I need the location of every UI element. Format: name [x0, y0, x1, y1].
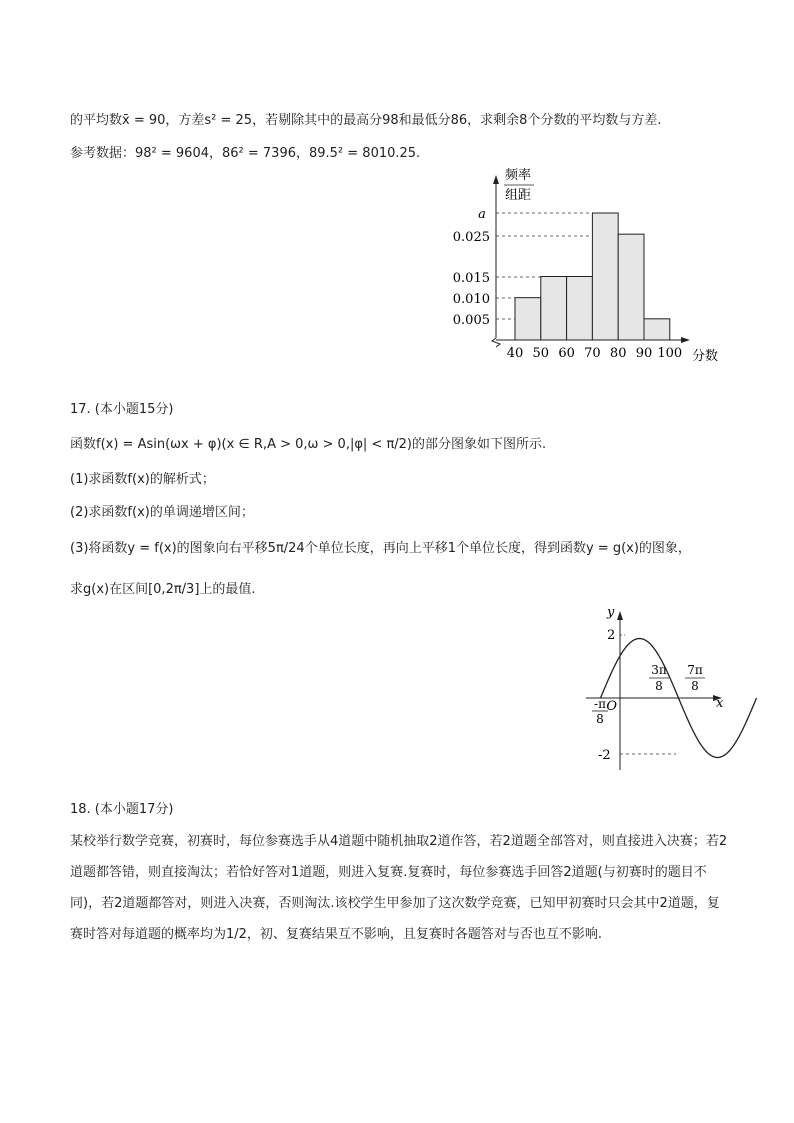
hist-xtick-60: 60 — [558, 346, 575, 361]
q16-line1: 的平均数x̄ = 90，方差s² = 25，若剔除其中的最高分98和最低分86，求剩余8个分数的平均数与方差. — [70, 113, 662, 128]
hist-xtick-80: 80 — [609, 346, 627, 361]
sine-axis-y-label: y — [607, 605, 615, 620]
hist-xtick-90: 90 — [635, 346, 653, 361]
hist-bar-50-60 — [541, 277, 567, 341]
q17-part3b: 求g(x)在区间[0,2π/3]上的最值. — [70, 582, 256, 597]
q17-part2: (2)求函数f(x)的单调递增区间； — [70, 505, 254, 520]
hist-ytick-0005: 0.005 — [452, 313, 490, 328]
q17-part1: (1)求函数f(x)的解析式； — [70, 472, 215, 487]
q17-stem: 函数f(x) = Asin(ωx + φ)(x ∈ R,A > 0,ω > 0,|φ| < π/2)的部分图象如下图所示. — [70, 437, 547, 452]
sine-min-label: -2 — [598, 748, 611, 763]
svg-text:8: 8 — [655, 679, 663, 693]
q17-heading: 17. (本小题15分) — [70, 402, 174, 417]
hist-ytick-0010: 0.010 — [452, 292, 490, 307]
q16-reference-data: 参考数据：98² = 9604，86² = 7396，89.5² = 8010.25. — [70, 146, 421, 161]
sine-tick-mid: 3π — [651, 663, 667, 677]
sine-tick-neg: -π — [594, 697, 606, 711]
sine-tick-right: 7π — [687, 663, 703, 677]
frequency-histogram — [452, 163, 730, 368]
hist-ytick-0015: 0.015 — [452, 271, 490, 286]
hist-ylabel-top: 频率 — [505, 168, 532, 183]
q18-heading: 18. (本小题17分) — [70, 802, 174, 817]
q18-body: 某校举行数学竞赛，初赛时，每位参赛选手从4道题中随机抽取2道作答，若2道题全部答对，则直接进入决赛；若2道题都答错，则直接淘汰；若恰好答对1道题，则进入复赛.复赛时，每位参赛选手回答2道题(与初赛时的题目不同)，若2道题都答对，则进入决赛，否则淘汰.该校学生甲参加了这次数学竞赛，已知甲初赛时只会其中2道题，复赛时答对每道题的概率均为1/2，初、复赛结果互不影响，且复赛时各题答对与否也互不影响. — [70, 834, 728, 942]
hist-bars — [515, 213, 670, 340]
q17-part3: (3)将函数y = f(x)的图象向右平移5π/24个单位长度，再向上平移1个单位长度，得到函数y = g(x)的图象， — [70, 541, 691, 556]
svg-text:8: 8 — [691, 679, 699, 693]
hist-bar-60-70 — [567, 277, 593, 341]
hist-bar-80-90 — [618, 234, 644, 340]
hist-xtick-70: 70 — [584, 346, 601, 361]
hist-ylabel-bottom: 组距 — [505, 188, 532, 203]
hist-xtick-100: 100 — [657, 346, 683, 361]
sine-origin-label: O — [606, 699, 617, 714]
sine-max-label: 2 — [607, 628, 616, 643]
hist-bar-90-100 — [644, 319, 670, 340]
hist-xlabel: 分数 — [691, 349, 719, 364]
hist-xticks — [507, 346, 682, 361]
hist-ytick-a: a — [478, 207, 486, 222]
hist-xtick-50: 50 — [532, 346, 550, 361]
hist-ytick-0025: 0.025 — [452, 230, 490, 245]
sine-axis-x-label: x — [716, 696, 724, 711]
hist-bar-40-50 — [515, 298, 541, 340]
hist-bar-70-80 — [592, 213, 618, 340]
sine-function-graph — [580, 602, 730, 772]
hist-xtick-40: 40 — [506, 346, 524, 361]
svg-text:8: 8 — [596, 712, 604, 726]
